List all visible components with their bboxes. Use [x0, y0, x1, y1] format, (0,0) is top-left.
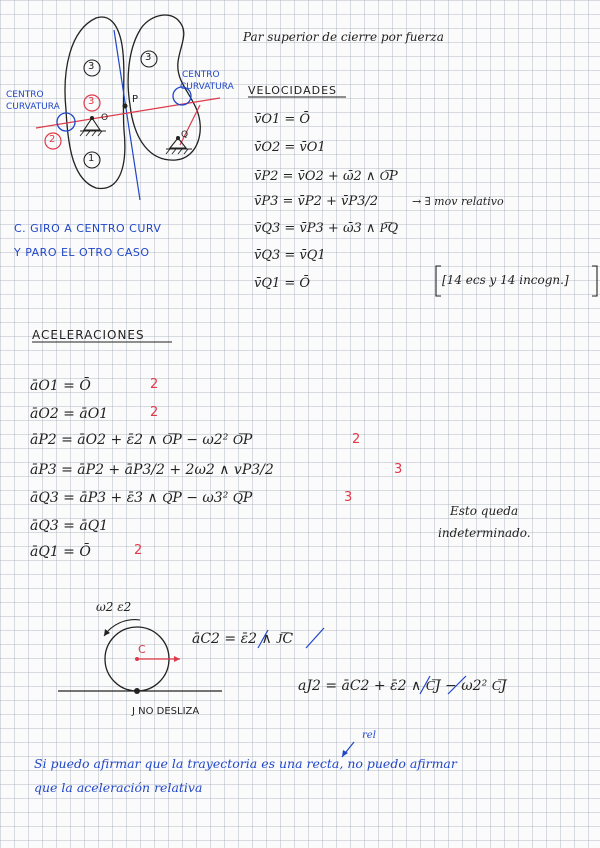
vel-line-3: v̄P2 = v̄O2 + ω̄2 ∧ O͞P — [254, 169, 398, 184]
centro-label-left: CENTRO — [6, 90, 44, 100]
rotation-arrow — [104, 620, 140, 636]
no-desliza-label: J NO DESLIZA — [132, 706, 200, 717]
footer-line-2: que la aceleración relativa — [34, 780, 203, 795]
acc-count-2: 2 — [150, 405, 159, 420]
red-label-2: 2 — [49, 134, 56, 145]
acc-line-6: āQ3 = āQ1 — [30, 518, 109, 534]
acc-line-4: āP3 = āP2 + āP3/2 + 2ω2 ∧ vP3/2 — [30, 462, 274, 478]
contact-point-p — [123, 104, 128, 109]
acc-line-5: āQ3 = āP3 + ε̄3 ∧ Q͞P − ω3² Q͞P — [30, 490, 253, 506]
accel-j2-eq: aJ2 = āC2 + ε̄2 ∧ C͞J − ω2² C͞J — [298, 678, 507, 694]
rel-insert-label: rel — [362, 730, 376, 741]
acc-count-4: 3 — [394, 462, 403, 477]
acc-line-7: āQ1 = Ō — [30, 544, 91, 560]
centro-label-right: CENTRO — [182, 70, 220, 80]
point-p-label: P — [132, 94, 139, 105]
velocidades-heading: VELOCIDADES — [248, 84, 337, 97]
vel-line-5: v̄Q3 = v̄P3 + ω̄3 ∧ P͞Q — [254, 221, 399, 236]
point-o-label: O — [101, 113, 109, 123]
page-title: Par superior de cierre por fuerza — [243, 30, 444, 44]
vel-line-4: v̄P3 = v̄P2 + v̄P3/2 — [254, 194, 379, 209]
mov-relativo-note: → ∃ mov relativo — [412, 195, 504, 208]
vel-line-1: v̄O1 = Ō — [254, 112, 311, 127]
red-label-3: 3 — [88, 96, 95, 107]
acc-count-5: 3 — [344, 490, 353, 505]
vel-line-7: v̄Q1 = Ō — [254, 276, 311, 291]
omega-epsilon-label: ω2 ε2 — [96, 600, 132, 614]
side-note-line-1: C. GIRO A CENTRO CURV — [14, 222, 162, 235]
vel-line-6: v̄Q3 = v̄Q1 — [254, 248, 326, 263]
body-1-number: 1 — [88, 153, 95, 164]
aceleraciones-heading: ACELERACIONES — [32, 328, 145, 342]
acc-line-2: āO2 = āO1 — [30, 406, 109, 422]
curvatura-label-left: CURVATURA — [6, 102, 60, 112]
center-c-label: C — [138, 643, 146, 656]
acc-count-1: 2 — [150, 377, 159, 392]
indeterminado-note-1: Esto queda — [450, 504, 519, 518]
body-3-number-left: 3 — [88, 61, 95, 72]
ecs-incogn-note: [14 ecs y 14 incogn.] — [442, 273, 569, 287]
acc-count-3: 2 — [352, 432, 361, 447]
vel-line-2: v̄O2 = v̄O1 — [254, 140, 326, 155]
side-note-line-2: Y PARO EL OTRO CASO — [14, 246, 150, 259]
footer-line-1: Si puedo afirmar que la trayectoria es una recta, no puedo afirmar — [34, 756, 457, 771]
point-q-label: Q — [181, 130, 189, 140]
acc-line-3: āP2 = āO2 + ε̄2 ∧ O͞P − ω2² O͞P — [30, 432, 253, 448]
curvatura-label-right: CURVATURA — [180, 82, 234, 92]
accel-c2-eq: āC2 = ε̄2 ∧ J͞C — [192, 631, 294, 647]
acc-line-1: āO1 = Ō — [30, 378, 91, 394]
indeterminado-note-2: indeterminado. — [438, 526, 531, 540]
acc-count-7: 2 — [134, 543, 143, 558]
body-3-number-right: 3 — [145, 52, 152, 63]
